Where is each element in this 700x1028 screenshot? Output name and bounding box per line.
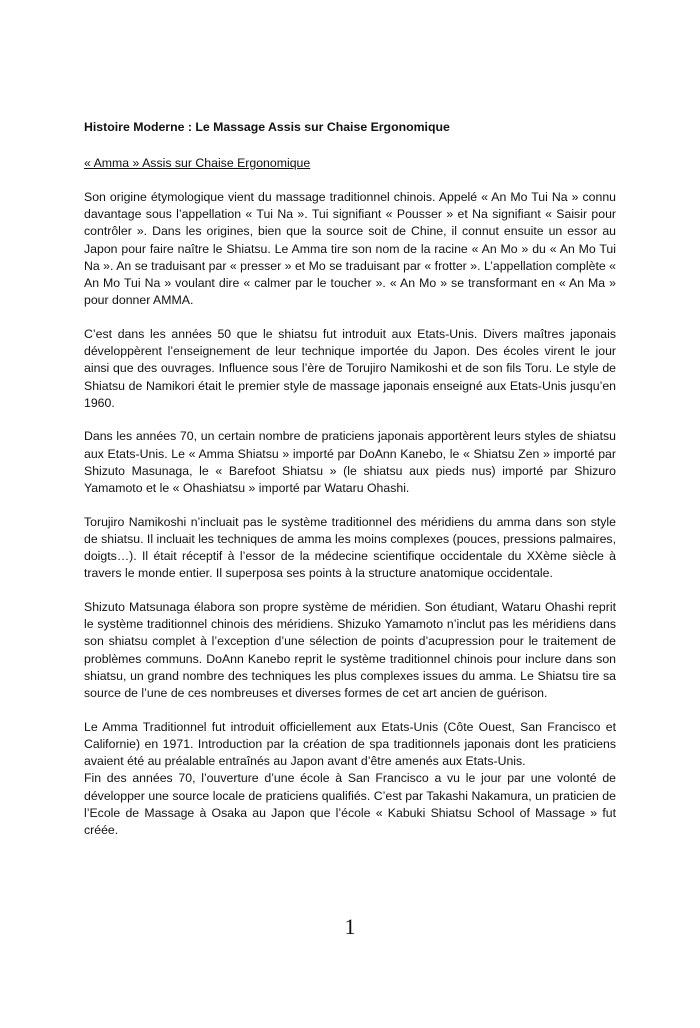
paragraph-san-francisco-school: Fin des années 70, l’ouverture d’une école à San Francisco a vu le jour par une volonté de développer une source locale de praticiens qualifiés. C’est par Takashi Nakamura, un praticien de l’Ecole de Massage à Osaka au Japon que l’école « Kabuki Shiatsu School of Massage » fut créée. — [84, 771, 616, 837]
document-subtitle: « Amma » Assis sur Chaise Ergonomique — [84, 156, 311, 170]
paragraph-fifties: C’est dans les années 50 que le shiatsu fut introduit aux Etats-Unis. Divers maîtres japonais développèrent l’enseignement de leur technique importée du Japon. Des écoles virent le jour ainsi que des ouvrages. Influence sous l’ère de Torujiro Namikoshi et de son fils Toru. Le style de Shiatsu de Namikori était le premier style de massage japonais enseigné aux Etats-Unis jusqu’en 1960. — [84, 326, 616, 410]
paragraph-seventies: Dans les années 70, un certain nombre de praticiens japonais apportèrent leurs styles de shiatsu aux Etats-Unis. Le « Amma Shiatsu » importé par DoAnn Kanebo, le « Shiatsu Zen » importé par Shizuto Masunaga, le « Barefoot Shiatsu » (le shiatsu aux pieds nus) importé par Shizuro Yamamoto et le « Ohashiatsu » importé par Wataru Ohashi. — [84, 429, 616, 496]
paragraph-etymology: Son origine étymologique vient du massage traditionnel chinois. Appelé « An Mo Tui Na » connu davantage sous l’appellation « Tui Na ». Tui signifiant « Pousser » et Na signifiant « Saisir pour contrôler ». Dans les origines, bien que la source soit de Chine, il connut ensuite un essor au Japon pour faire naître le Shiatsu. Le Amma tire son nom de la racine « An Mo » du « An Mo Tui Na ». An se traduisant par « presser » et Mo se traduisant par « frotter ». L’appellation complète « An Mo Tui Na » voulant dire « calmer par le toucher ». « An Mo » se transformant en « An Ma » pour donner AMMA. — [84, 190, 616, 308]
page-number: 1 — [344, 914, 356, 939]
paragraph-amma-traditional: Le Amma Traditionnel fut introduit officiellement aux Etats-Unis (Côte Ouest, San Francisco et Californie) en 1971. Introduction par la création de spa traditionnels japonais dont les praticiens avaient été au préalable entraînés au Japon avant d’être amenés aux Etats-Unis. — [84, 719, 616, 769]
document-body — [84, 119, 616, 856]
paragraph-namikoshi: Torujiro Namikoshi n’incluait pas le système traditionnel des méridiens du amma dans son style de shiatsu. Il incluait les techniques de amma les moins complexes (pouces, pressions palmaires, doigts…). Il était réceptif à l’essor de la médecine scientifique occidentale du XXème siècle à travers le monde entier. Il superposa ses points à la structure anatomique occidentale. — [84, 514, 616, 581]
paragraph-matsunaga: Shizuto Matsunaga élabora son propre système de méridien. Son étudiant, Wataru Ohashi reprit le système traditionnel chinois des méridiens. Shizuko Yamamoto n’inclut pas les méridiens dans son shiatsu complet à l’exception d’une sélection de points d’acupression pour le traitement de problèmes communs. DoAnn Kanebo reprit le système traditionnel chinois pour inclure dans son shiatsu, un grand nombre des techniques les plus complexes issues du amma. Le Shiatsu tire sa source de l’une de ces nombreuses et diverses formes de cet art ancien de guérison. — [84, 600, 616, 701]
document-title: Histoire Moderne : Le Massage Assis sur Chaise Ergonomique — [84, 120, 450, 134]
